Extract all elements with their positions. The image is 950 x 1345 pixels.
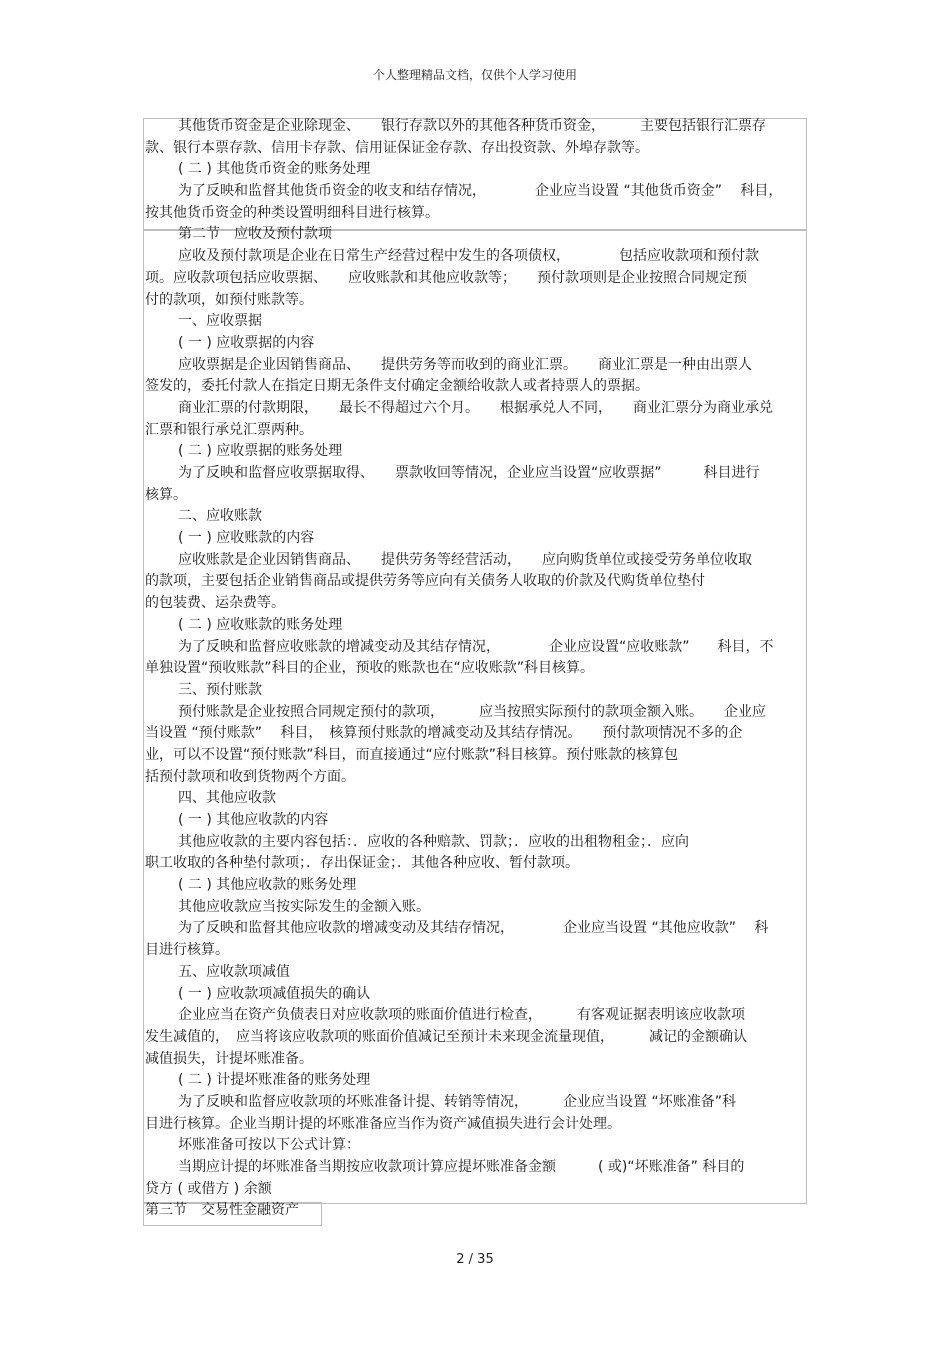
text-line: 为了反映和监督应收票据取得、 票款收回等情况，企业应当设置“应收票据” 科目进行	[178, 465, 760, 481]
text-line: 其他应收款应当按实际发生的金额入账。	[178, 898, 430, 915]
text-line: 的包装费、运杂费等。	[145, 595, 285, 612]
text-line: 减值损失，计提坏账准备。	[145, 1050, 313, 1067]
text-line: 其他货币资金是企业除现金、 银行存款以外的其他各种货币资金， 主要包括银行汇票存	[178, 118, 766, 134]
text-line: 汇票和银行承兑汇票两种。	[145, 421, 313, 438]
text-line: 三、预付账款	[178, 681, 262, 698]
page-header: 个人整理精品文档，仅供个人学习使用	[372, 68, 577, 82]
text-line: ( 一 ) 其他应收款的内容	[178, 812, 329, 828]
text-line: 应收及预付款项是企业在日常生产经营过程中发生的各项债权， 包括应收款项和预付款	[178, 248, 759, 265]
page-number: 2 / 35	[456, 1252, 494, 1267]
section-heading: 第二节 应收及预付款项	[178, 226, 332, 243]
section-heading: 第三节 交易性金融资产	[145, 1202, 299, 1219]
text-line: 职工收取的各种垫付款项；．存出保证金；．其他各种应收、暂付款项。	[145, 855, 579, 872]
text-line: ( 二 ) 计提坏账准备的账务处理	[178, 1072, 371, 1089]
text-line: ( 一 ) 应收款项减值损失的确认	[178, 985, 371, 1002]
text-line: 应收票据是企业因销售商品、 提供劳务等而收到的商业汇票。 商业汇票是一种由出票人	[178, 356, 752, 373]
text-line: 企业应当在资产负债表日对应收款项的账面价值进行检查， 有客观证据表明该应收款项	[178, 1007, 745, 1024]
text-line: 为了反映和监督应收账款的增减变动及其结存情况， 企业应设置“应收账款” 科目，不	[178, 638, 774, 655]
text-line: ( 一 ) 应收账款的内容	[178, 530, 315, 547]
text-line: 当设置 “预付账款” 科目， 核算预付账款的增减变动及其结存情况。 预付款项情况不多的企	[145, 725, 743, 742]
text-line: 目进行核算。企业当期计提的坏账准备应当作为资产减值损失进行会计处理。	[145, 1115, 621, 1132]
text-line: ( 二 ) 应收票据的账务处理	[178, 443, 343, 460]
text-line: 核算。	[145, 486, 187, 503]
text-line: ( 二 ) 应收账款的账务处理	[178, 616, 343, 633]
text-line: 目进行核算。	[145, 942, 229, 959]
text-line: 四、其他应收款	[178, 790, 276, 807]
text-line: 括预付款项和收到货物两个方面。	[145, 768, 355, 785]
text-line: 预付账款是企业按照合同规定预付的款项， 应当按照实际预付的款项金额入账。 企业应	[178, 703, 766, 720]
text-line: 一、应收票据	[178, 313, 262, 330]
text-line: 应收账款是企业因销售商品、 提供劳务等经营活动， 应向购货单位或接受劳务单位收取	[178, 551, 752, 568]
text-line: 付的款项，如预付账款等。	[145, 291, 313, 308]
text-line: 项。应收款项包括应收票据、 应收账款和其他应收款等； 预付款项则是企业按照合同规定预	[145, 269, 747, 286]
text-line: 当期应计提的坏账准备当期按应收款项计算应提坏账准备金额 ( 或)“坏账准备” 科目的	[178, 1159, 745, 1175]
text-line: 其他应收款的主要内容包括：．应收的各种赔款、罚款；．应收的出租物租金；．应向	[178, 833, 689, 850]
text-line: ( 二 ) 其他货币资金的账务处理	[178, 161, 371, 178]
text-line: 贷方 ( 或借方 ) 余额	[145, 1180, 272, 1197]
text-line: 坏账准备可按以下公式计算：	[178, 1137, 360, 1154]
text-line: 业，可以不设置“预付账款”科目，而直接通过“应付账款”科目核算。预付账款的核算包	[145, 746, 679, 763]
text-line: 二、应收账款	[178, 508, 262, 525]
text-line: 五、应收款项减值	[178, 963, 290, 980]
text-line: ( 二 ) 其他应收款的账务处理	[178, 877, 357, 894]
text-line: 按其他货币资金的种类设置明细科目进行核算。	[145, 204, 439, 221]
text-line: 的款项，主要包括企业销售商品或提供劳务等应向有关债务人收取的价款及代购货单位垫付	[145, 573, 705, 590]
text-line: 为了反映和监督应收款项的坏账准备计提、转销等情况， 企业应当设置 “坏账准备”科	[178, 1093, 736, 1110]
text-line: 签发的，委托付款人在指定日期无条件支付确定金额给收款人或者持票人的票据。	[145, 378, 649, 395]
text-line: 商业汇票的付款期限， 最长不得超过六个月。 根据承兑人不同， 商业汇票分为商业承兑	[178, 399, 773, 416]
text-line: 为了反映和监督其他货币资金的收支和结存情况， 企业应当设置 “其他货币资金” 科目，	[178, 183, 783, 200]
text-line: 发生减值的， 应当将该应收款项的账面价值减记至预计未来现金流量现值， 减记的金额确认	[145, 1028, 747, 1045]
text-line: ( 一 ) 应收票据的内容	[178, 334, 315, 351]
document-body	[145, 116, 807, 1222]
text-line: 为了反映和监督其他应收款的增减变动及其结存情况， 企业应当设置 “其他应收款” 科	[178, 920, 769, 937]
text-line: 款、银行本票存款、信用卡存款、信用证保证金存款、存出投资款、外埠存款等。	[145, 139, 649, 156]
text-line: 单独设置“预收账款”科目的企业，预收的账款也在“应收账款”科目核算。	[145, 660, 595, 677]
